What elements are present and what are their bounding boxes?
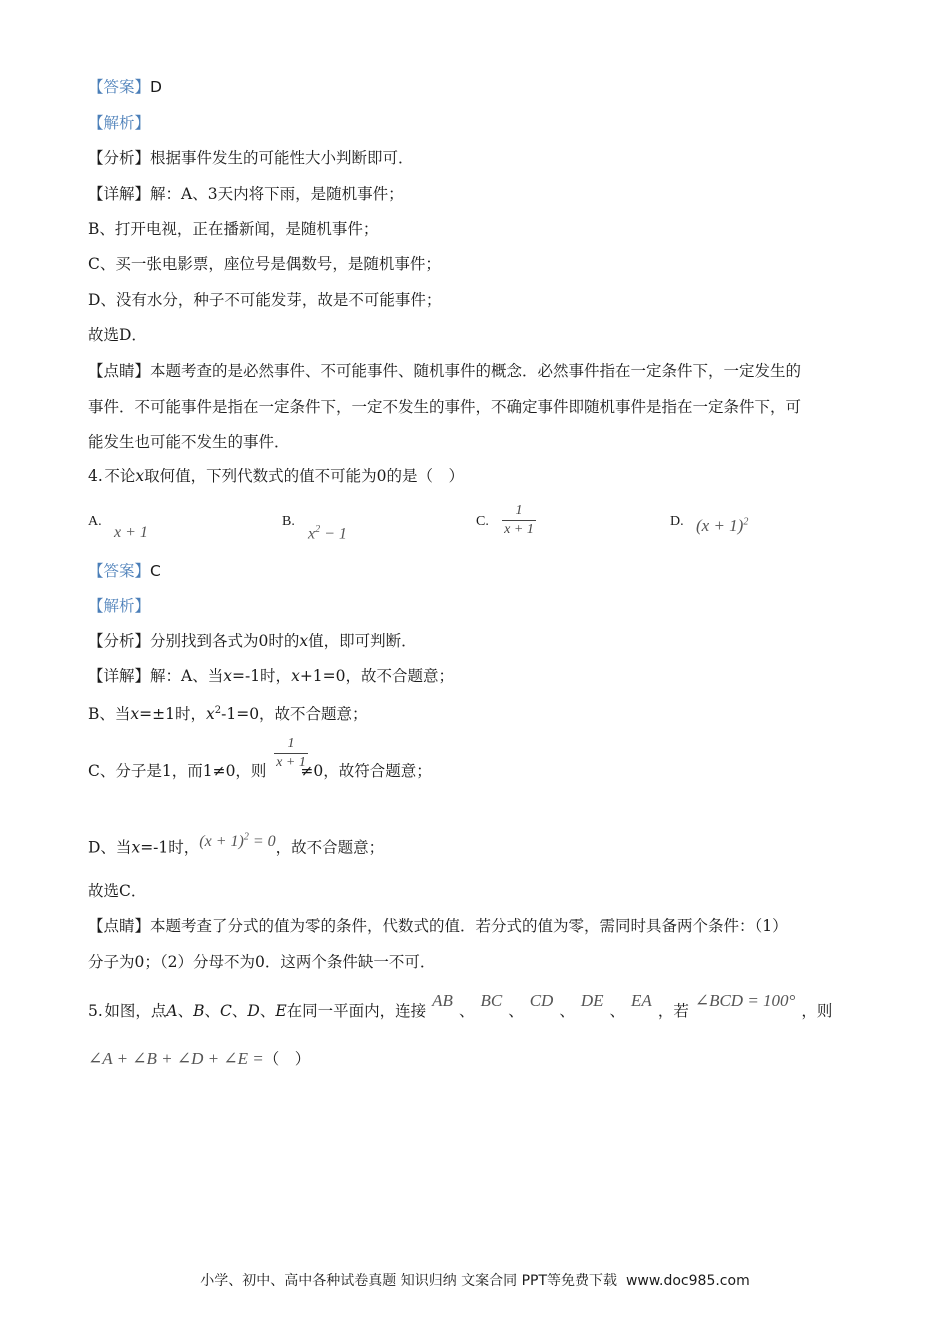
q3-analysis-tag: 【解析】 — [88, 114, 151, 132]
footer-text: 小学、初中、高中各种试卷真题 知识归纳 文案合同 PPT等免费下载 — [200, 1273, 618, 1289]
q3-fenxi-line: 【分析】根据事件发生的可能性大小判断即可． — [88, 149, 414, 167]
q4-stem: 4. 不论x取何值，下列代数式的值不可能为0的是（ ） — [88, 467, 464, 485]
footer — [0, 1270, 950, 1290]
q4-dianjing-line-2: 分子为0；（2）分母不为0．这两个条件缺一不可． — [88, 953, 436, 971]
q3-line-b: B、打开电视，正在播新闻，是随机事件； — [88, 220, 379, 238]
q4-analysis-tag: 【解析】 — [88, 597, 151, 615]
q4-xiangjie-line: 【详解】解：A、当x=-1时，x+1=0，故不合题意； — [88, 667, 455, 685]
q3-dianjing-line-3: 能发生也可能不发生的事件． — [88, 433, 290, 451]
q4-line-b: B、当x=±1时，$x^2-1=0$，故不合题意； — [88, 705, 368, 724]
answer-tag: 【答案】 — [88, 78, 151, 96]
fraction: 1 x + 1 — [502, 503, 536, 538]
q3-conclusion: 故选D． — [88, 326, 147, 344]
q5-stem-line-2: ∠A + ∠B + ∠D + ∠E =（ ） — [88, 1049, 311, 1068]
q4-line-c: C、分子是1，而1≠0，则 ≠0，故符合题意； — [88, 762, 432, 780]
q3-xiangjie-line: 【详解】解：A、3天内将下雨，是随机事件； — [88, 185, 404, 203]
fraction: 1 x + 1 — [274, 736, 308, 771]
q5-stem-line-1: 5. 如图，点A、B、C、D、E在同一平面内，连接AB、BC、CD、DE、EA，若∠BCD = 100°，则 — [88, 991, 833, 1020]
q3-answer-line — [88, 77, 162, 97]
q3-line-d: D、没有水分，种子不可能发芽，故是不可能事件； — [88, 291, 442, 309]
q4-answer-line: 【答案】C — [88, 562, 161, 580]
q3-dianjing-line-2: 事件．不可能事件是指在一定条件下，一定不发生的事件，不确定事件即随机事件是指在一定条件下，可 — [88, 398, 802, 416]
q4-conclusion: 故选C． — [88, 882, 147, 900]
q4-line-d: D、当x=-1时，$(x + 1)^2 = 0$，故不合题意； — [88, 832, 385, 857]
document-page: 【答案】D 【解析】 【分析】根据事件发生的可能性大小判断即可． 【详解】解：A、3天内将下雨，是随机事件； B、打开电视，正在播新闻，是随机事件； C、买一张电影票，座位号是偶数号，是随机事件； D、没有水分，种子不可能发芽，故是不可能事件； 故选D． 【点睛】本题考查的是必然事件、不可能事件、随机事件的概念．必然事件指在一定条件下，一定发生的 事件．不可能事件是指在一定条件下，一定不发生的事件，不确定事件即随机事件是指在一定条件下，可 能发生也可能不发生的事件． 4. 不论x取何值，下列代数式的值不可能为0的是（ ） A. x + 1 B. $x^2 - 1$ C. 1 x + 1 D. $(x + 1)^2$ 【答案】C 【解析】 【分析】分别找到各式为0时的x值，即可判断． 【详解】解：A、当x=-1时，x+1=0，故不合题意； B、当x=±1时，$x^2-1=0$，故不合题意； C、分子是1，而1≠0，则 ≠0，故符合题意； 1 x + 1 D、当x=-1时，$(x + 1)^2 = 0$，故不合题意； 故选C． 【点睛】本题考查了分式的值为零的条件，代数式的值．若分式的值为零，需同时具备两个条件：（1） 分子为0；（2）分母不为0．这两个条件缺一不可． 5. 如图，点A、B、C、D、E在同一平面内，连接AB、BC、CD、DE、EA，若∠BCD = 100°，则 ∠A + ∠B + ∠D + ∠E =（ ） 小学、初中、高中各种试卷真题 知识归纳 文案合同 PPT等免费下载 www.doc985.com — [0, 0, 950, 1344]
footer-site[interactable]: www.doc985.com — [625, 1273, 750, 1289]
q3-line-c: C、买一张电影票，座位号是偶数号，是随机事件； — [88, 255, 441, 273]
answer-value: D — [150, 78, 162, 96]
q4-fenxi-line: 【分析】分别找到各式为0时的x值，即可判断． — [88, 632, 417, 650]
q3-dianjing-line-1: 【点睛】本题考查的是必然事件、不可能事件、随机事件的概念．必然事件指在一定条件下，一定发生的 — [88, 362, 802, 380]
q4-dianjing-line-1: 【点睛】本题考查了分式的值为零的条件，代数式的值．若分式的值为零，需同时具备两个条件：（1） — [88, 917, 788, 935]
